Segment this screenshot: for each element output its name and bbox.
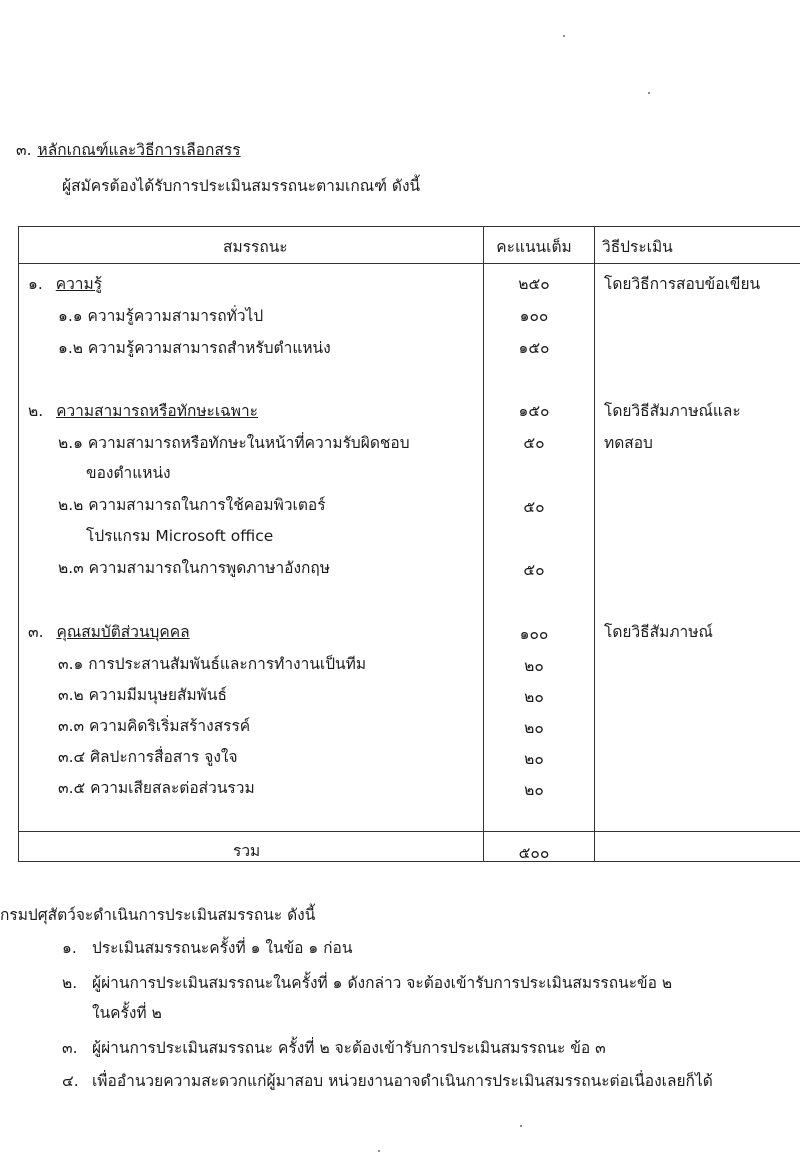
note-text: ประเมินสมรรถนะครั้งที่ ๑ ในข้อ ๑ ก่อน — [92, 939, 353, 957]
header-full-score: คะแนนเต็ม — [496, 238, 572, 256]
scan-speck — [520, 1125, 522, 1127]
table-row — [28, 619, 190, 644]
note-number: ๓. — [62, 1039, 78, 1057]
table-row: ๓.๓ ความคิดริเริ่มสร้างสรรค์ — [58, 717, 251, 735]
column-divider — [594, 226, 595, 862]
table-row-cont: โปรแกรม Microsoft office — [86, 527, 274, 545]
table-row: ๑.๒ ความรู้ความสามารถสำหรับตำแหน่ง — [58, 339, 331, 357]
row-score: ๒๐ — [524, 688, 544, 706]
header-competency: สมรรถนะ — [223, 238, 288, 256]
scan-speck — [563, 35, 565, 37]
total-label: รวม — [233, 842, 261, 860]
row-score: ๑๕๐ — [518, 402, 550, 420]
row-number: ๓. — [28, 623, 44, 641]
table-border-top — [18, 226, 800, 227]
note-item — [62, 1068, 713, 1093]
row-score: ๒๐ — [524, 750, 544, 768]
note-text-cont: ในครั้งที่ ๒ — [92, 1004, 162, 1022]
competency-table — [18, 226, 800, 862]
note-number: ๒. — [62, 974, 78, 992]
row-title: ความรู้ — [55, 275, 103, 293]
total-divider — [18, 831, 800, 832]
row-score: ๒๐ — [524, 719, 544, 737]
note-text: ผู้ผ่านการประเมินสมรรถนะในครั้งที่ ๑ ดังกล่าว จะต้องเข้ารับการประเมินสมรรถนะข้อ ๒ — [92, 974, 673, 992]
row-title: คุณสมบัติส่วนบุคคล — [56, 623, 190, 641]
section-title — [16, 137, 241, 162]
table-row: ๓.๔ ศิลปะการสื่อสาร จูงใจ — [58, 748, 238, 766]
row-score: ๑๕๐ — [518, 339, 550, 357]
total-score: ๕๐๐ — [518, 844, 550, 862]
note-number: ๔. — [62, 1072, 79, 1090]
table-row — [28, 271, 102, 296]
table-row: ๓.๒ ความมีมนุษยสัมพันธ์ — [58, 686, 227, 704]
row-score: ๑๐๐ — [519, 307, 549, 325]
table-row — [28, 398, 258, 423]
note-item — [62, 935, 352, 960]
table-row: ๓.๕ ความเสียสละต่อส่วนรวม — [58, 779, 255, 797]
row-score: ๒๐ — [524, 781, 544, 799]
row-method: โดยวิธีสัมภาษณ์ — [604, 623, 713, 641]
table-row: ๒.๑ ความสามารถหรือทักษะในหน้าที่ความรับผิดชอบ — [58, 434, 410, 452]
table-border-bottom — [18, 861, 800, 862]
note-item — [62, 1035, 606, 1060]
note-text: เพื่ออำนวยความสะดวกแก่ผู้มาสอบ หน่วยงานอาจดำเนินการประเมินสมรรถนะต่อเนื่องเลยก็ได้ — [92, 1072, 713, 1090]
row-method: โดยวิธีสัมภาษณ์และ — [604, 402, 741, 420]
row-score: ๒๐ — [524, 657, 544, 675]
note-item — [62, 970, 672, 995]
table-border-left — [18, 226, 19, 862]
table-row: ๒.๓ ความสามารถในการพูดภาษาอังกฤษ — [58, 559, 331, 577]
scan-speck — [378, 1150, 380, 1152]
row-number: ๑. — [28, 275, 43, 293]
row-title: ความสามารถหรือทักษะเฉพาะ — [56, 402, 258, 420]
note-text: ผู้ผ่านการประเมินสมรรถนะ ครั้งที่ ๒ จะต้องเข้ารับการประเมินสมรรถนะ ข้อ ๓ — [92, 1039, 606, 1057]
row-score: ๕๐ — [523, 434, 545, 452]
row-score: ๒๕๐ — [518, 275, 550, 293]
section-title-text: หลักเกณฑ์และวิธีการเลือกสรร — [37, 141, 241, 159]
row-method: โดยวิธีการสอบข้อเขียน — [604, 275, 761, 293]
row-number: ๒. — [28, 402, 44, 420]
table-row: ๑.๑ ความรู้ความสามารถทั่วไป — [58, 307, 264, 325]
row-score: ๕๐ — [523, 498, 545, 516]
row-method-cont: ทดสอบ — [604, 434, 653, 452]
table-row: ๓.๑ การประสานสัมพันธ์และการทำงานเป็นทีม — [58, 655, 367, 673]
header-divider — [18, 263, 800, 264]
section-intro: ผู้สมัครต้องได้รับการประเมินสมรรถนะตามเกณฑ์ ดังนี้ — [62, 177, 421, 195]
note-number: ๑. — [62, 939, 77, 957]
header-method: วิธีประเมิน — [602, 238, 673, 256]
scan-speck — [648, 92, 650, 94]
row-score: ๕๐ — [523, 561, 545, 579]
table-row: ๒.๒ ความสามารถในการใช้คอมพิวเตอร์ — [58, 496, 326, 514]
table-row-cont: ของตำแหน่ง — [86, 464, 171, 482]
row-score: ๑๐๐ — [519, 625, 549, 643]
notes-heading: กรมปศุสัตว์จะดำเนินการประเมินสมรรถนะ ดังนี้ — [0, 906, 316, 924]
section-number: ๓. — [16, 141, 32, 159]
